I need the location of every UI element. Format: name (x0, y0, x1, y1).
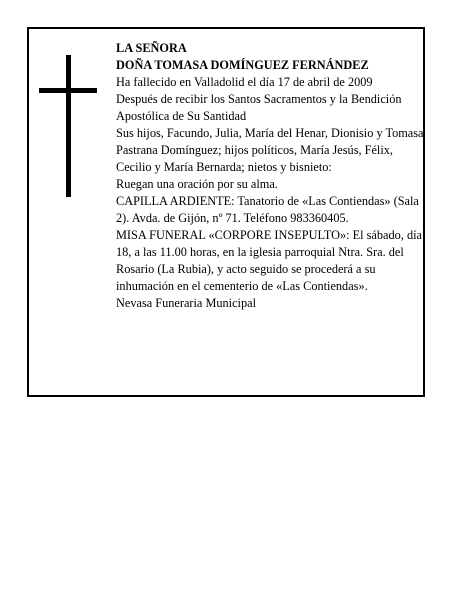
funeral-mass-paragraph: MISA FUNERAL «CORPORE INSEPULTO»: El sábado, día 18, a las 11.00 horas, en la iglesia parroquial Ntra. Sra. del Rosario (La Rubia), y acto seguido se procederá a su inhumación en el cementerio de «Las Contiendas». (116, 228, 422, 293)
deceased-name: DOÑA TOMASA DOMÍNGUEZ FERNÁNDEZ (116, 58, 369, 72)
obituary-notice (27, 27, 425, 397)
chapel-paragraph: CAPILLA ARDIENTE: Tanatorio de «Las Contiendas» (Sala 2). Avda. de Gijón, nº 71. Teléfono 983360405. (116, 194, 419, 225)
funeral-home-paragraph: Nevasa Funeraria Municipal (116, 296, 256, 310)
sacraments-paragraph: Después de recibir los Santos Sacramentos y la Bendición Apostólica de Su Santidad (116, 92, 402, 123)
death-date-paragraph: Ha fallecido en Valladolid el día 17 de abril de 2009 (116, 75, 373, 89)
notice-title: LA SEÑORA (116, 41, 187, 55)
family-paragraph: Sus hijos, Facundo, Julia, María del Henar, Dionisio y Tomasa Pastrana Domínguez; hijos políticos, María Jesús, Félix, Cecilio y María Bernarda; nietos y bisnieto: (116, 126, 424, 174)
cross-icon (39, 55, 97, 197)
notice-text (116, 40, 424, 312)
prayer-paragraph: Ruegan una oración por su alma. (116, 177, 278, 191)
cross-horizontal-bar (39, 88, 97, 93)
cross-vertical-bar (66, 55, 71, 197)
